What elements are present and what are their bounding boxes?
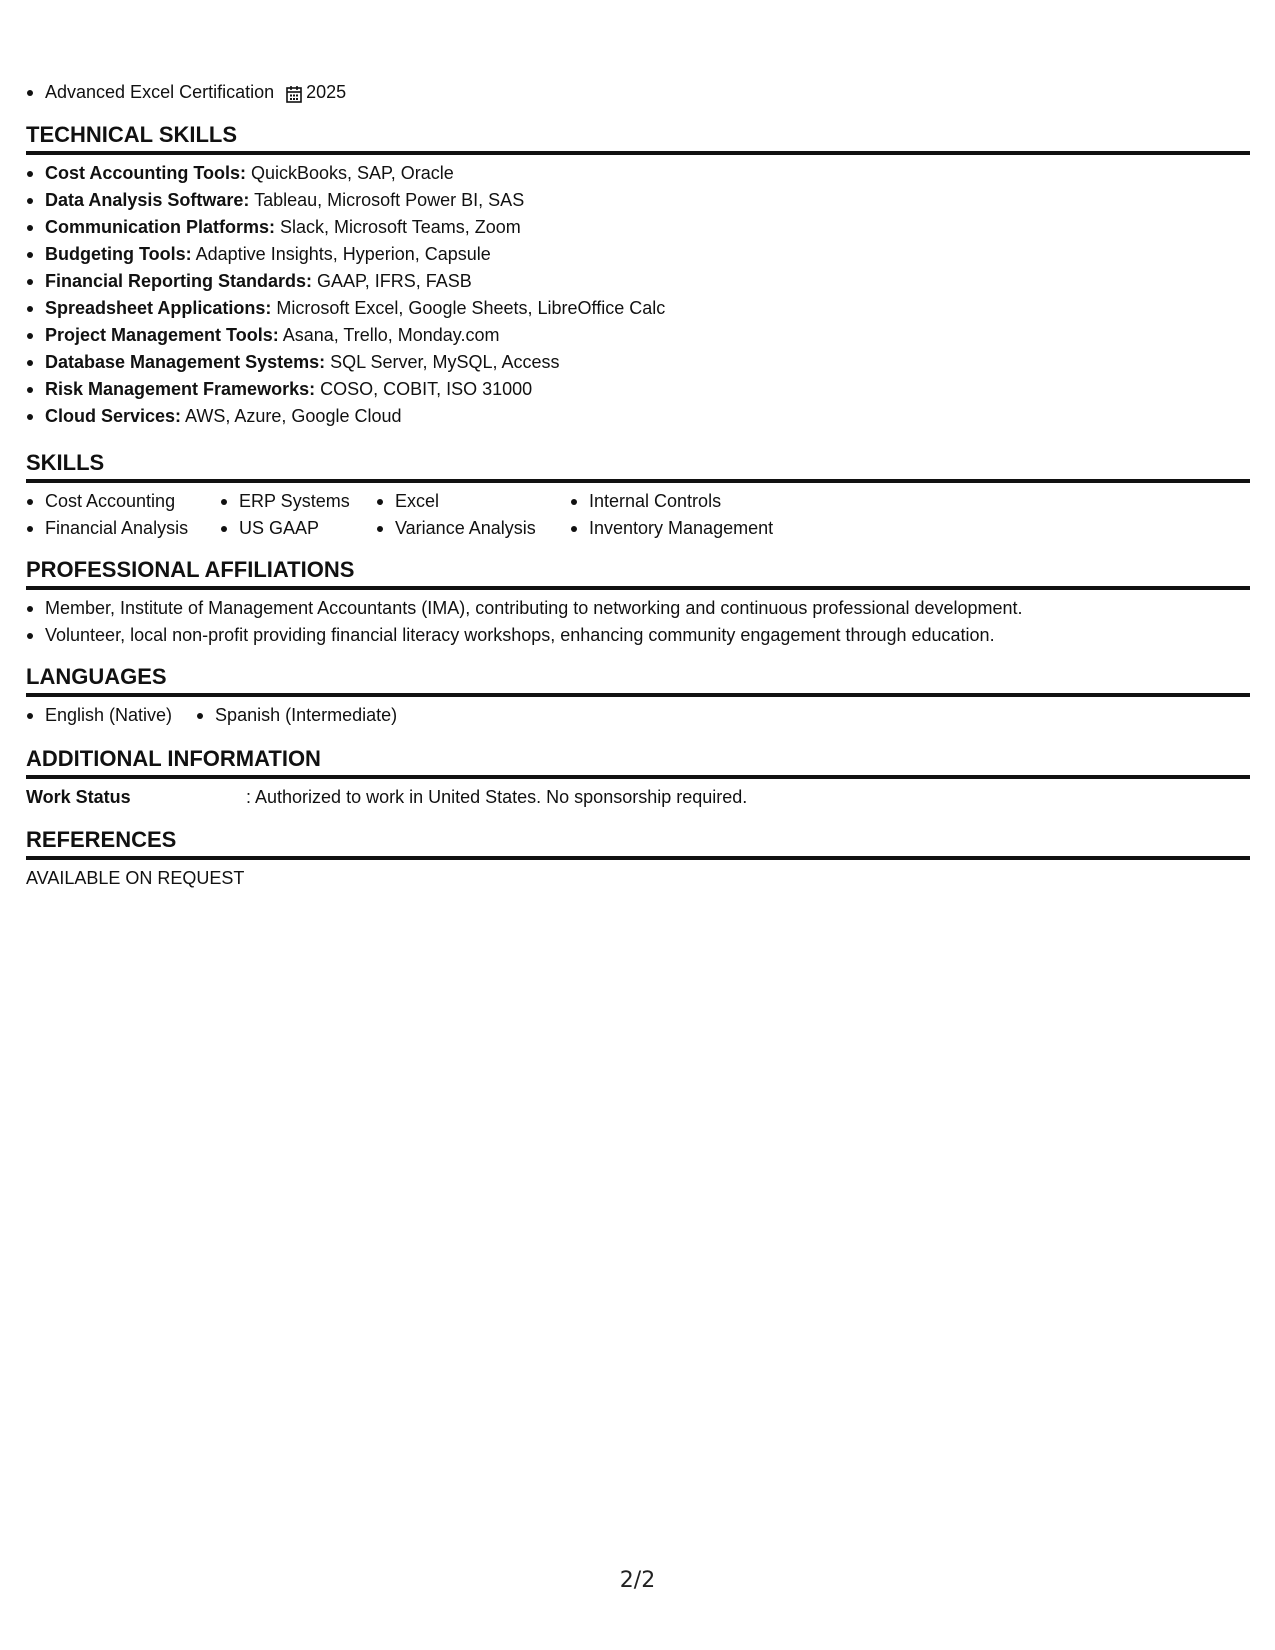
section-title: LANGUAGES: [26, 662, 1250, 697]
technical-skill-value: Microsoft Excel, Google Sheets, LibreOffice Calc: [271, 298, 666, 318]
technical-skill-value: Asana, Trello, Monday.com: [278, 325, 500, 345]
technical-skill-item: [26, 403, 1250, 430]
references-section: [26, 825, 1250, 892]
calendar-icon: [286, 84, 302, 102]
skills-column: [570, 488, 773, 542]
technical-skills-section: [26, 120, 1250, 430]
technical-skill-value: AWS, Azure, Google Cloud: [181, 406, 402, 426]
technical-skill-label: Data Analysis Software:: [45, 190, 250, 210]
technical-skill-label: Financial Reporting Standards:: [45, 271, 313, 291]
technical-skill-label: Communication Platforms:: [45, 217, 276, 237]
skills-columns: [26, 483, 1250, 542]
certification-year: 2025: [306, 82, 347, 102]
references-text: AVAILABLE ON REQUEST: [26, 868, 245, 888]
work-status-value: : Authorized to work in United States. No sponsorship required.: [246, 787, 748, 807]
affiliations-list: [26, 590, 1250, 649]
technical-skill-item: [26, 214, 1250, 241]
skill-item: US GAAP: [220, 515, 354, 542]
technical-skill-value: COSO, COBIT, ISO 31000: [315, 379, 533, 399]
technical-skill-value: GAAP, IFRS, FASB: [312, 271, 472, 291]
technical-skill-value: Tableau, Microsoft Power BI, SAS: [249, 190, 525, 210]
technical-skill-value: QuickBooks, SAP, Oracle: [245, 163, 454, 183]
work-status-row: [26, 779, 1250, 811]
technical-skill-label: Budgeting Tools:: [45, 244, 192, 264]
skill-item: ERP Systems: [220, 488, 354, 515]
skill-item: Cost Accounting: [26, 488, 198, 515]
language-item: Spanish (Intermediate): [196, 702, 397, 729]
skill-item: Excel: [376, 488, 548, 515]
skill-item: Financial Analysis: [26, 515, 198, 542]
certification-item: [26, 79, 346, 106]
technical-skill-item: [26, 322, 1250, 349]
languages-section: [26, 662, 1250, 729]
technical-skill-item: [26, 268, 1250, 295]
technical-skill-value: Slack, Microsoft Teams, Zoom: [275, 217, 521, 237]
skills-column: [26, 488, 198, 542]
skill-item: Variance Analysis: [376, 515, 548, 542]
certification-name: Advanced Excel Certification: [45, 82, 275, 102]
affiliation-item: Volunteer, local non-profit providing financial literacy workshops, enhancing community engagement through education.: [26, 622, 1250, 649]
section-title: PROFESSIONAL AFFILIATIONS: [26, 555, 1250, 590]
technical-skill-label: Cost Accounting Tools:: [45, 163, 246, 183]
technical-skill-item: [26, 376, 1250, 403]
skill-item: Inventory Management: [570, 515, 773, 542]
work-status-label: Work Status: [26, 787, 131, 807]
page-number: 2/2: [619, 1568, 656, 1593]
technical-skill-label: Project Management Tools:: [45, 325, 279, 345]
skill-item: Internal Controls: [570, 488, 773, 515]
language-item: English (Native): [26, 702, 172, 729]
skills-column: [376, 488, 548, 542]
technical-skill-item: [26, 295, 1250, 322]
section-title: REFERENCES: [26, 825, 1250, 860]
certification-list: [26, 79, 346, 106]
technical-skill-value: SQL Server, MySQL, Access: [325, 352, 560, 372]
section-title: SKILLS: [26, 448, 1250, 483]
section-title: ADDITIONAL INFORMATION: [26, 744, 1250, 779]
technical-skill-item: [26, 160, 1250, 187]
additional-info-section: [26, 744, 1250, 811]
technical-skills-list: [26, 155, 1250, 430]
technical-skill-label: Spreadsheet Applications:: [45, 298, 272, 318]
technical-skill-value: Adaptive Insights, Hyperion, Capsule: [191, 244, 491, 264]
technical-skill-label: Risk Management Frameworks:: [45, 379, 316, 399]
technical-skill-item: [26, 241, 1250, 268]
affiliations-section: [26, 555, 1250, 649]
technical-skill-label: Cloud Services:: [45, 406, 182, 426]
skills-section: [26, 448, 1250, 542]
technical-skill-item: [26, 187, 1250, 214]
skills-column: [220, 488, 354, 542]
section-title: TECHNICAL SKILLS: [26, 120, 1250, 155]
technical-skill-item: [26, 349, 1250, 376]
technical-skill-label: Database Management Systems:: [45, 352, 326, 372]
affiliation-item: Member, Institute of Management Accountants (IMA), contributing to networking and continuous professional development.: [26, 595, 1250, 622]
languages-list: [26, 697, 1250, 729]
